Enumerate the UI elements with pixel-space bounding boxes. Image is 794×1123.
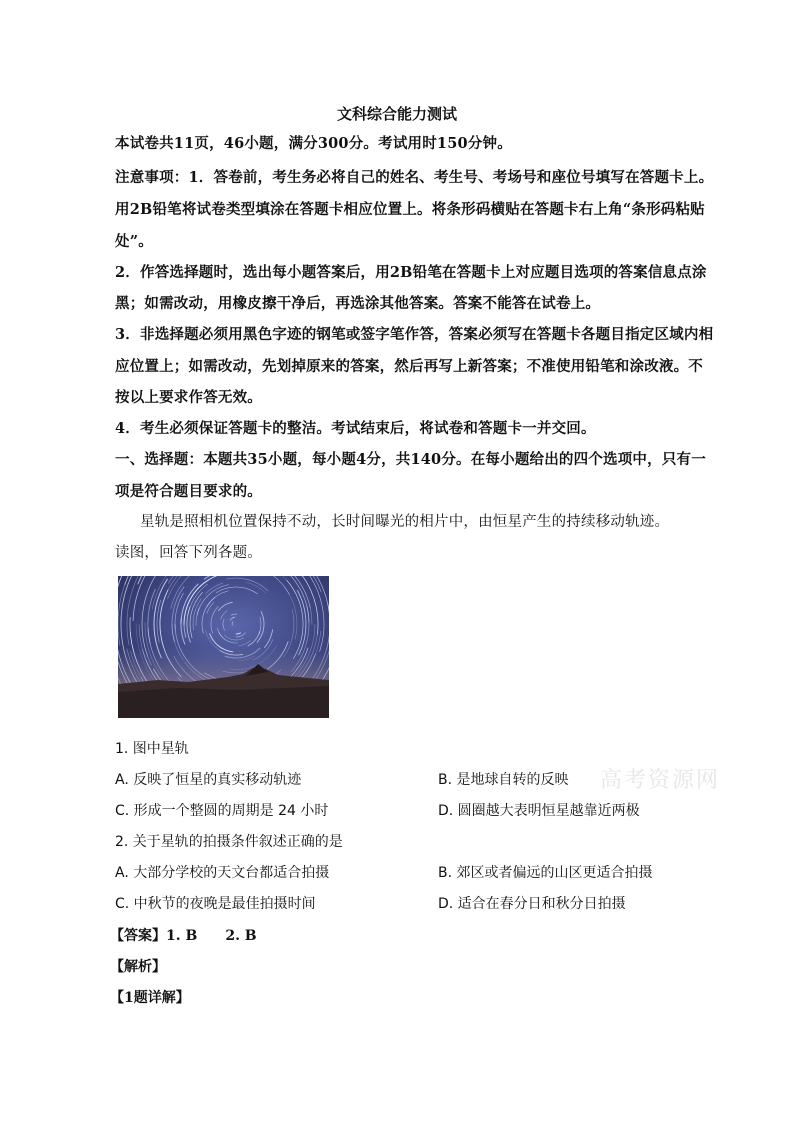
- q1-stem: 1. 图中星轨: [115, 741, 189, 757]
- page-title: 文科综合能力测试: [336, 105, 457, 123]
- notes-line-9: 4．考生必须保证答题卡的整洁。考试结束后，将试卷和答题卡一并交回。: [115, 420, 596, 437]
- q1-option-a: A. 反映了恒星的真实移动轨迹: [115, 772, 302, 788]
- notes-line-8: 按以上要求作答无效。: [115, 389, 262, 406]
- notes-line-1: 注意事项：1．答卷前，考生务必将自己的姓名、考生号、考场号和座位号填写在答题卡上。: [115, 169, 714, 186]
- q2-option-b: B. 郊区或者偏远的山区更适合拍摄: [438, 865, 653, 881]
- watermark: 高考资源网: [600, 768, 721, 793]
- section-heading-1: 一、选择题：本题共35小题，每小题4分，共140分。在每小题给出的四个选项中，只有一: [115, 451, 706, 468]
- notes-line-3: 处”。: [115, 233, 153, 250]
- notes-line-5: 黑；如需改动，用橡皮擦干净后，再选涂其他答案。答案不能答在试卷上。: [115, 295, 601, 312]
- notes-line-2: 用2B铅笔将试卷类型填涂在答题卡相应位置上。将条形码横贴在答题卡右上角“条形码粘贴: [115, 201, 705, 218]
- answer-line: 【答案】1. B 2. B: [110, 928, 257, 944]
- star-trail-image: [118, 576, 329, 718]
- question-stem: 星轨是照相机位置保持不动，长时间曝光的相片中，由恒星产生的持续移动轨迹。: [140, 514, 670, 530]
- q1-option-d: D. 圆圈越大表明恒星越靠近两极: [438, 803, 640, 819]
- reading-instruction: 读图，回答下列各题。: [115, 545, 262, 561]
- detail-heading: 【1题详解】: [110, 990, 190, 1006]
- notes-line-7: 应位置上；如需改动，先划掉原来的答案，然后再写上新答案；不准使用铅笔和涂改液。不: [115, 358, 703, 375]
- intro-text: 本试卷共11页，46小题，满分300分。考试用时150分钟。: [115, 135, 512, 152]
- notes-line-6: 3．非选择题必须用黑色字迹的钢笔或签字笔作答，答案必须写在答题卡各题目指定区域内相: [115, 326, 714, 343]
- q1-option-b: B. 是地球自转的反映: [438, 772, 569, 788]
- star-trail-photo: [118, 576, 329, 718]
- q2-option-c: C. 中秋节的夜晚是最佳拍摄时间: [115, 896, 316, 912]
- notes-line-4: 2．作答选择题时，选出每小题答案后，用2B铅笔在答题卡上对应题目选项的答案信息点涂: [115, 264, 707, 281]
- q2-stem: 2. 关于星轨的拍摄条件叙述正确的是: [115, 834, 343, 850]
- analysis-heading: 【解析】: [110, 959, 166, 975]
- q1-option-c: C. 形成一个整圆的周期是 24 小时: [115, 803, 329, 819]
- q2-option-a: A. 大部分学校的天文台都适合拍摄: [115, 865, 330, 881]
- q2-option-d: D. 适合在春分日和秋分日拍摄: [438, 896, 626, 912]
- section-heading-2: 项是符合题目要求的。: [115, 483, 262, 500]
